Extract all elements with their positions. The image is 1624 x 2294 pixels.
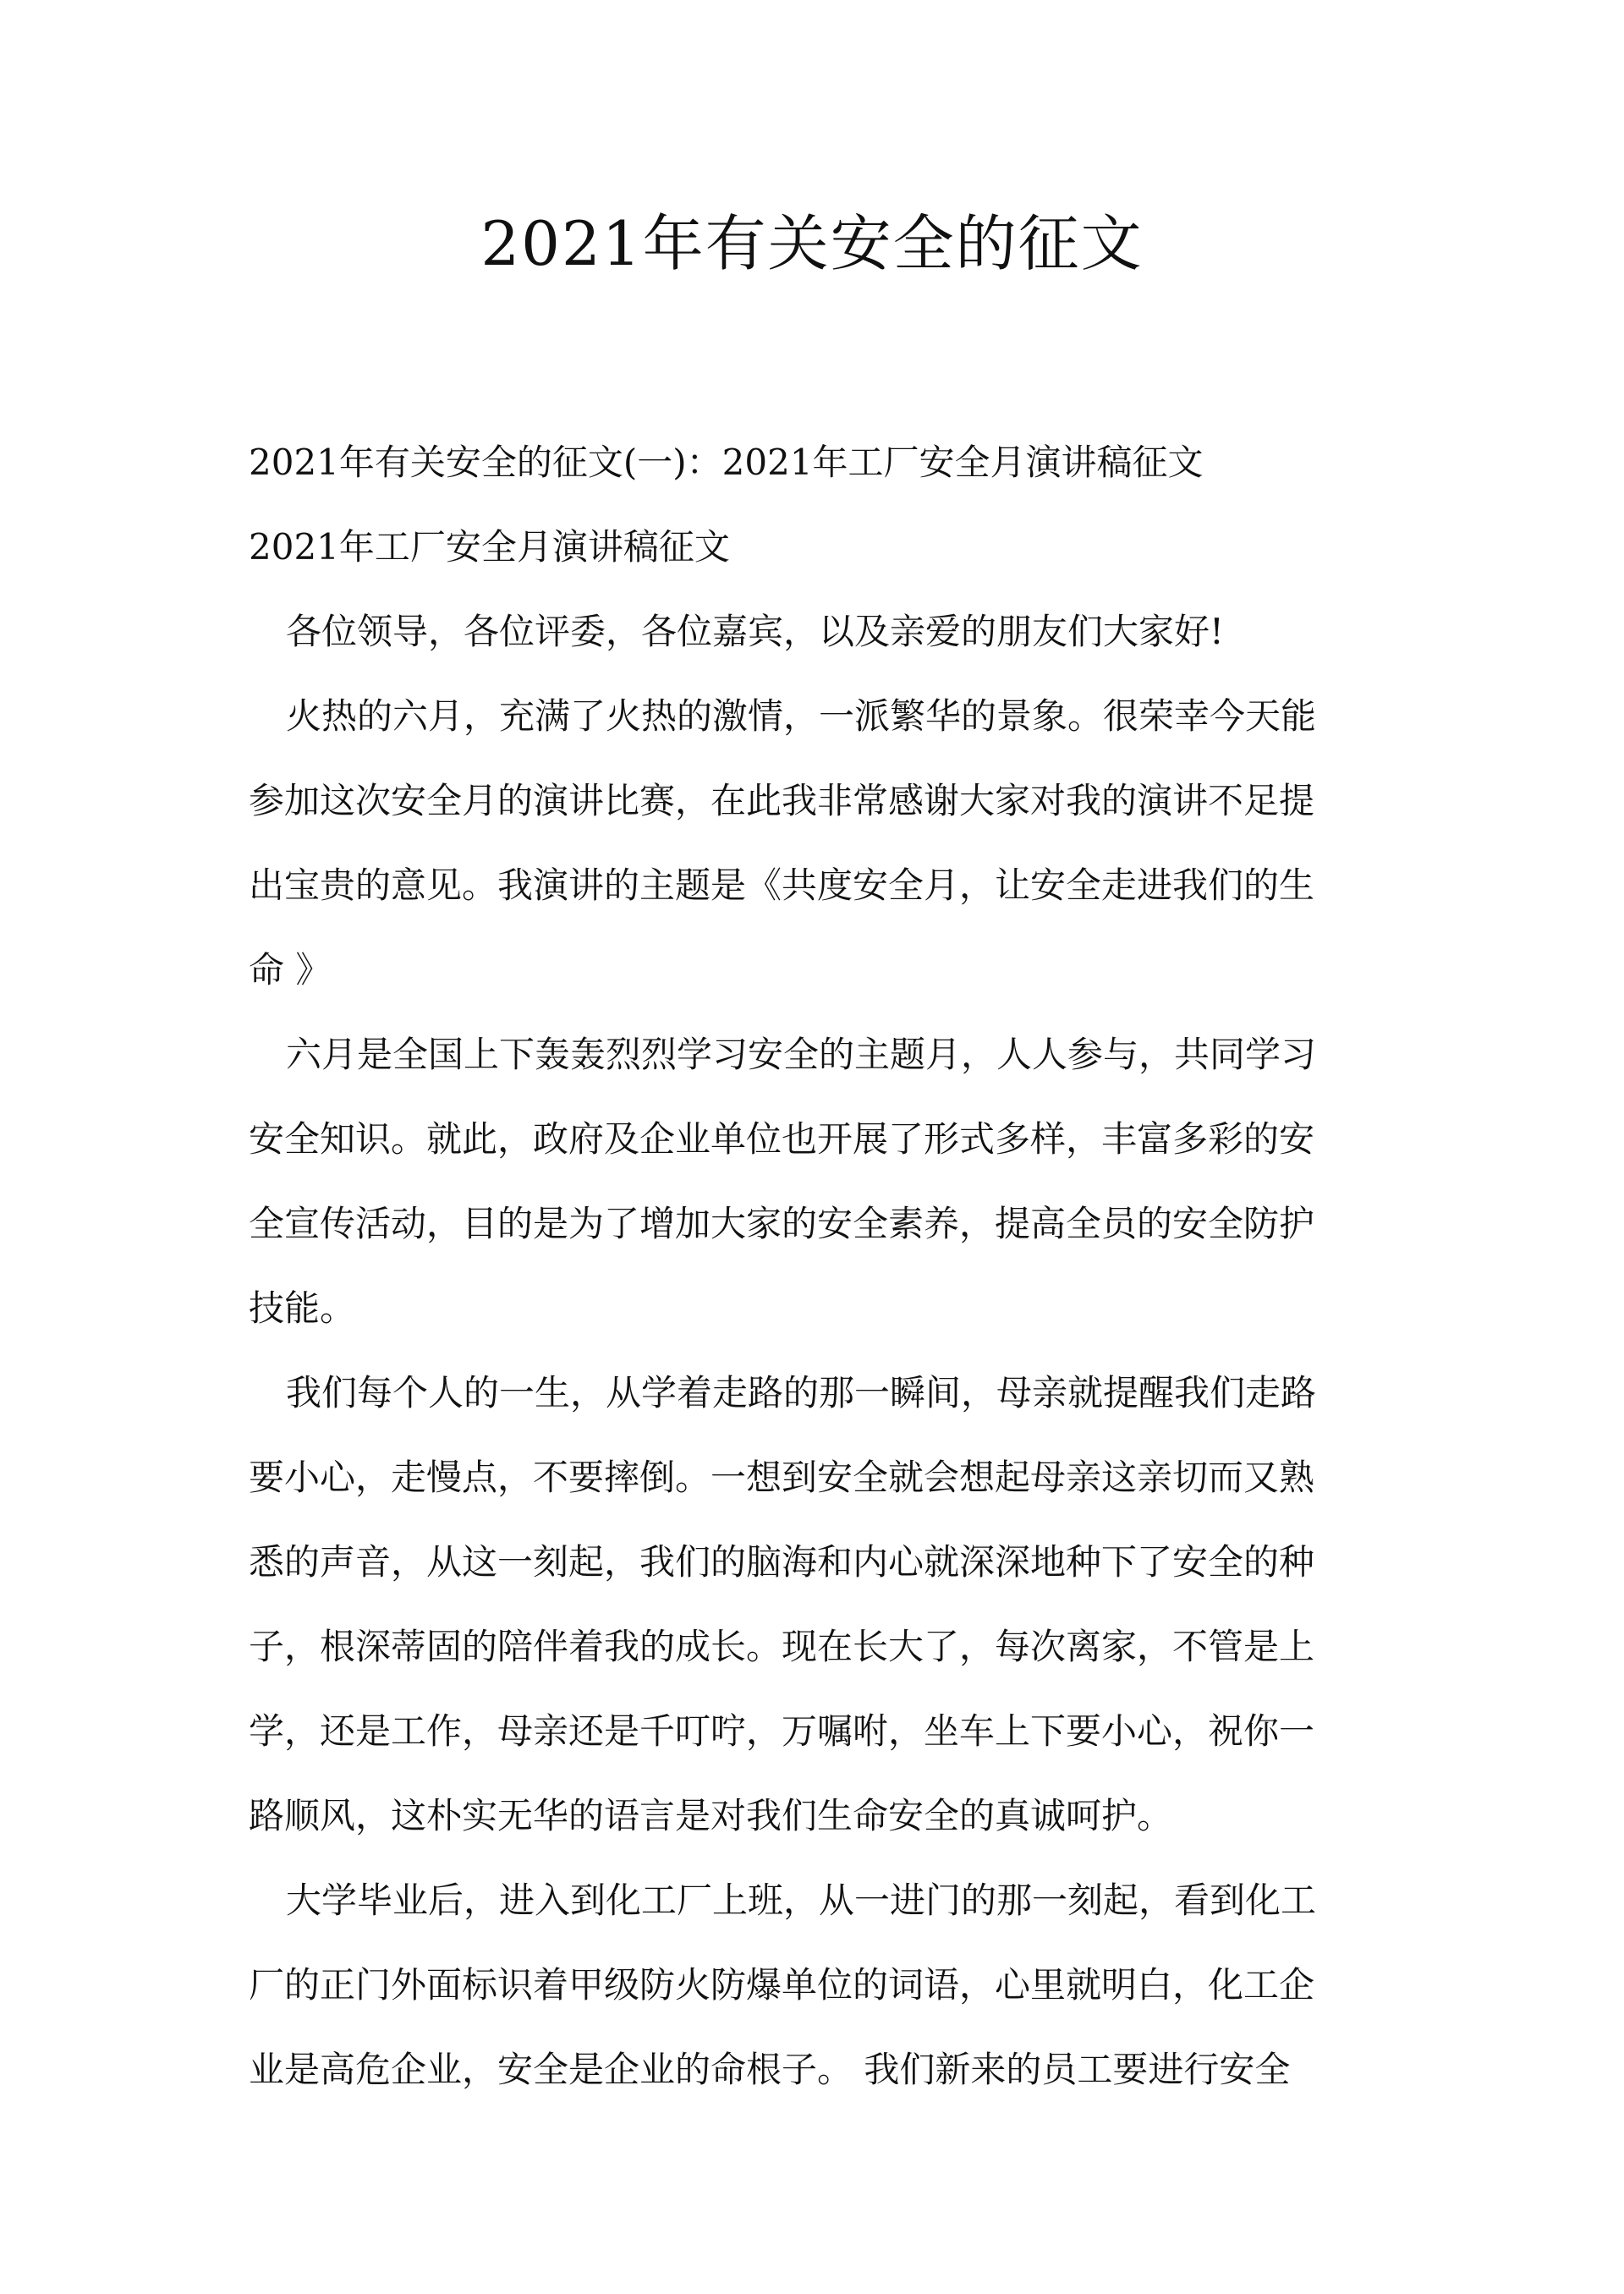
text-line: 要小心，走慢点，不要摔倒。一想到安全就会想起母亲这亲切而又熟	[249, 1457, 1315, 1498]
text-line: 火热的六月，充满了火热的激情，一派繁华的景象。很荣幸今天能	[286, 695, 1317, 737]
text-line: 全宣传活动，目的是为了增加大家的安全素养，提高全员的安全防护	[249, 1203, 1315, 1244]
text-line: 2021年工厂安全月演讲稿征文	[249, 526, 730, 568]
text-line: 参加这次安全月的演讲比赛，在此我非常感谢大家对我的演讲不足提	[249, 780, 1315, 821]
document-title: 2021年有关安全的征文	[480, 208, 1144, 279]
document-body	[249, 420, 1386, 2112]
text-line: 子，根深蒂固的陪伴着我的成长。现在长大了，每次离家，不管是上	[249, 1626, 1315, 1667]
text-line: 路顺风，这朴实无华的语言是对我们生命安全的真诚呵护。	[249, 1795, 1173, 1836]
text-line: 各位领导，各位评委，各位嘉宾，以及亲爱的朋友们大家好!	[286, 611, 1224, 652]
text-line: 命 》	[249, 949, 332, 991]
text-line: 技能。	[249, 1287, 356, 1329]
text-line: 2021年有关安全的征文(一)：2021年工厂安全月演讲稿征文	[249, 442, 1204, 483]
text-line: 安全知识。就此，政府及企业单位也开展了形式多样，丰富多彩的安	[249, 1118, 1315, 1160]
text-line: 六月是全国上下轰轰烈烈学习安全的主题月，人人参与，共同学习	[286, 1034, 1317, 1075]
text-line: 我们每个人的一生，从学着走路的那一瞬间，母亲就提醒我们走路	[286, 1372, 1317, 1413]
text-line: 出宝贵的意见。我演讲的主题是《共度安全月，让安全走进我们的生	[249, 864, 1315, 906]
text-line: 悉的声音，从这一刻起，我们的脑海和内心就深深地种下了安全的种	[249, 1541, 1315, 1583]
text-line: 大学毕业后，进入到化工厂上班，从一进门的那一刻起，看到化工	[286, 1880, 1317, 1921]
text-line: 学，还是工作，母亲还是千叮咛，万嘱咐，坐车上下要小心，祝你一	[249, 1710, 1315, 1752]
text-line: 厂的正门外面标识着甲级防火防爆单位的词语，心里就明白，化工企	[249, 1964, 1315, 2006]
text-line: 业是高危企业，安全是企业的命根子。 我们新来的员工要进行安全	[249, 2049, 1291, 2090]
